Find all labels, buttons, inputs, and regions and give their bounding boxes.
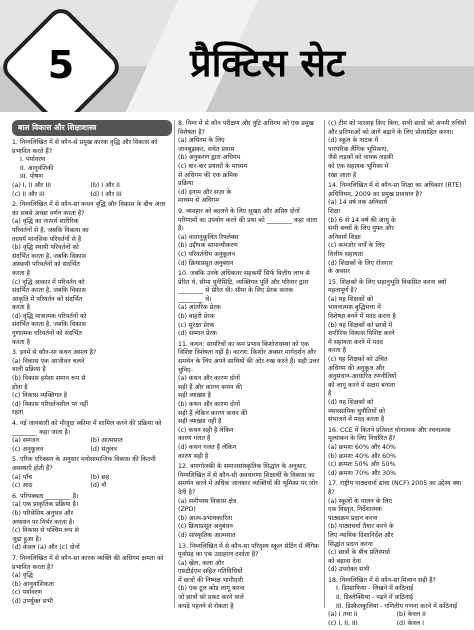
options <box>12 218 172 347</box>
option: (b) कथन और कारण दोनों सही हैं लेकिन कारण कथन की सही व्याख्या नहीं है <box>178 401 248 426</box>
options <box>328 296 468 425</box>
option: (a) वृद्धि <box>12 572 33 580</box>
option: (c) आठ <box>12 482 33 490</box>
question-text: 1. निम्नलिखित में से कौन-से प्रमुख कारक वृद्धि और विकास को प्रभावित करते हैं? <box>12 139 158 155</box>
option: (d) यह शिक्षकों को व्यावसायिक चुनौतियों को संभालने में मदद करता है <box>328 399 386 424</box>
option: (b) आनुवांशिकता <box>12 580 54 588</box>
option: (c) वृद्धि आकार में परिवर्तन को संदर्भित करता है, जबकि विकास आकृति में परिवर्तन को संदर्भित करता है <box>12 278 86 312</box>
column-divider <box>174 120 175 608</box>
option: (b) बाहरी प्रेरक <box>178 313 215 321</box>
option: (c) कथन सही है लेकिन कारण गलत है <box>178 426 234 443</box>
question-item <box>328 279 468 425</box>
option: (b) एक टूल कोड लागू करना जो छात्रों को प्रकट करने वाले कपड़े पहनने से रोकता है <box>178 585 245 610</box>
question-item <box>178 270 320 339</box>
question-item <box>12 493 172 553</box>
question-text: 18. निम्नलिखित में से कौन-सा मिलान सही है? <box>328 576 436 584</box>
option: (a) कथन और कारण दोनों सही हैं और कारण कथन की सही व्याख्या है <box>178 375 243 400</box>
chapter-header <box>0 0 474 112</box>
option: (c) विकास व्यक्तिगत है <box>12 392 68 400</box>
options <box>328 611 468 628</box>
option: (a) I, II और III <box>12 181 51 189</box>
question-text: 13. निम्नलिखित में से कौन-सा परिदृश्य स्कूल सेटिंग में लैंगिक पूर्वाग्रह का एक उदाहरण दर्शाता है? <box>178 542 319 559</box>
option: (d) नौ <box>90 482 107 490</box>
option: (c) छात्रों के बीच प्रतिस्पर्धा को बढ़ावा देना <box>328 549 390 565</box>
question-item <box>178 208 320 268</box>
option: (d) कथन गलत है लेकिन कारण सही है <box>178 443 237 460</box>
option: (b) यह शिक्षकों को छात्रों में शारीरिक विकास विशिष्ट करने में सहायता करने में मदद करता है <box>328 321 395 355</box>
option: (a) I तथा II <box>328 611 358 619</box>
option: (a) क्रमशः 60% और 40% <box>328 443 396 451</box>
option: (a) विकास एक आजीवन चलने वाली प्रक्रिया है <box>12 357 85 374</box>
question-text: 7. निम्नलिखित में से कौन-सा कारक व्यक्ति की अधिगम क्षमता को प्रभावित करता है? <box>12 554 164 571</box>
option: (d) विकास परिवर्तनशील पर नहीं रहता <box>12 400 88 417</box>
question-item <box>178 463 320 540</box>
options <box>178 304 320 338</box>
options <box>12 182 172 199</box>
option: (b) आत्म-प्रभावकारिता <box>178 514 233 522</box>
option: (d) क्रियाप्रसूत अनुबंधन <box>178 259 234 267</box>
option: (d) उपरोक्त सभी <box>328 566 370 574</box>
statement-item: I. डिस्ग्राफिया - लिखने में कठिनाई <box>336 585 414 593</box>
question-text: 14. निम्नलिखित में से कौन-सा शिक्षा का अधिकार (RTE) अधिनियम, 2009 का प्रमुख प्रावधान है? <box>328 182 462 198</box>
options <box>178 234 320 268</box>
option: (a) एक प्राकृतिक प्रक्रिया है। <box>12 501 79 509</box>
question-item <box>178 120 320 206</box>
option: (d) केवल (a) और (c) दोनों <box>12 544 80 552</box>
option: (d) संतुलन <box>90 445 117 453</box>
option: (b) पाठ्यचर्या तैयार करने के लिए न्यायिक दिशानिर्देश और सिद्धांत प्रदान करना <box>328 523 394 548</box>
option: (a) पाँच <box>12 473 32 481</box>
option: (d) सांस्कृतिक आत्मसात <box>178 531 236 539</box>
option: (c) I, II, III <box>328 619 358 627</box>
page-title: प्रैक्टिस सेट <box>190 41 346 85</box>
options <box>328 498 468 575</box>
option: (b) 6 से 14 वर्ष की आयु के सभी बच्चों के लिए मुफ्त और अनिवार्य शिक्षा <box>328 216 396 241</box>
question-text: 12. वायगोत्स्की के समाजसांस्कृतिक सिद्धांत के अनुसार, निम्नलिखित में से कौन-सी अवधारणा शिक्षार्थी के विकास का समर्थन करने में अधिक जानकार व्यक्तियों की भूमिका पर जोर देती है? <box>178 463 318 496</box>
option: (a) आंतरिक प्रेरक <box>178 304 221 312</box>
option: (c) यह शिक्षकों को उचित अधिगम की अनुकूल और अनुसंधान-आधारित रणनीतियों को लागू करने में सक्षम बनाता है <box>328 356 397 398</box>
statement-item: II. डिस्लेक्सिया - पढ़ने में कठिनाई <box>336 594 414 602</box>
option: (b) परिवेशिय अनुभव और अध्ययन पर निर्भर करता है। <box>12 509 75 526</box>
option: (d) क्रमशः 70% और 30% <box>328 469 397 477</box>
option: (a) 14 वर्ष तक अनिवार्य शिक्षा <box>328 199 388 215</box>
option: (d) सम्मान प्रेरक <box>178 330 217 338</box>
question-item <box>328 182 468 277</box>
option: (b) वृद्धि स्थायी परिवर्तनों को संदर्भित करता है, जबकि विकास अस्थायी परिवर्तनों को संदर्भित करता है <box>12 244 86 277</box>
option: (c) अनुकूलन <box>12 445 44 453</box>
question-list <box>328 120 468 628</box>
statement-item: II. आनुवंशिकी <box>20 164 54 172</box>
question-text: 15. शिक्षकों के लिए सहानुभूति विकसित करना क्यों महत्वपूर्ण है? <box>328 278 447 295</box>
options <box>178 498 320 541</box>
option: (b) विकास हमेशा समान रूप से होता है <box>12 375 86 391</box>
option: (c) II और III <box>12 190 45 198</box>
chapter-number: 5 <box>47 43 75 87</box>
option: (d) वृद्धि मात्रात्मक परिवर्तनों को संदर्भित करता है, जबकि विकास गुणात्मक परिवर्तनों को संदर्भित करता है <box>12 312 87 346</box>
question-item <box>12 555 172 607</box>
option: (c) क्रियाप्रसूत अनुबंधन <box>178 523 233 531</box>
option: (a) वृद्धि का तात्पर्य शारीरिक परिवर्तनों से है, जबकि विकास का तात्पर्य मानसिक परिवर्तनों से है <box>12 218 89 243</box>
option: (d) केवल I <box>396 619 424 627</box>
statement-item: III. डिस्कैलकुलिया - गणितीय गणना करने में कठिनाई <box>336 602 458 610</box>
option: (b) उद्दीपक सामान्यीकरण <box>178 242 238 250</box>
section-title: बाल विकास और शिक्षाशास्त्र <box>12 120 172 136</box>
options <box>12 572 172 606</box>
question-text: 4. नई जानकारी को मौजूदा स्कीमा में शामिल करने की प्रक्रिया को ________ कहा जाता है। <box>12 420 162 436</box>
question-text: 16. CCE में कितने प्रतिशत योगात्मक और रचनात्मक मूल्यांकन के लिए निर्धारित है? <box>328 426 451 443</box>
question-list <box>12 139 172 606</box>
question-item <box>328 480 468 575</box>
question-text: 17. राष्ट्रीय पाठ्यचर्या ढांचा (NCF) 2005 का उद्देश्य क्या है? <box>328 480 462 496</box>
question-text: 3. इनमें से कौन-सा कथन असत्य है? <box>12 349 97 357</box>
option: (b) आत्मसात <box>90 437 123 445</box>
option: (b) अनुकरण द्वारा अधिगम <box>178 154 241 162</box>
column-3 <box>328 120 468 630</box>
question-item <box>328 120 468 180</box>
question-text: 10. जबकि उनके अधिकतर सहकर्मी सिर्फ वित्तीय लाभ से प्रेरित थे, सीमा यूनीसिटि, व्यक्तिगत पूर्ति और परिवार द्वारा ________ से प्रेरित थी। सीमा के लिए प्रेरक कारक ________ थे। <box>178 270 310 303</box>
options <box>178 137 320 206</box>
option: (a) समंजन <box>12 437 39 445</box>
option: (a) स्कूलों के पालन के लिए एक विस्तृत, निर्देशात्मक पाठ्यक्रम प्रदान करना <box>328 497 392 522</box>
question-item <box>178 543 320 612</box>
question-text: 2. निम्नलिखित में से कौन-सा कथन वृद्धि और विकास के बीच अंतर का सबसे अच्छा वर्णन करता है? <box>12 201 166 217</box>
column-1 <box>12 120 172 608</box>
question-item <box>12 201 172 347</box>
option: (c) पर्यावरण <box>12 589 42 597</box>
option: (a) यह शिक्षकों को भावनात्मक बुद्धिमत्ता में विशेषज्ञ बनने में मदद करता है <box>328 295 396 321</box>
options <box>328 137 468 180</box>
option: (b) छह <box>90 473 110 481</box>
option: (c) क्रमशः 50% और 50% <box>328 461 396 469</box>
question-text: 11. कथन: सायरिचों का कम प्रभाव किशोरावस्था को एक विशिष्ट विशेषता नहीं है। कारण: किशोर अक्सर मार्गदर्शन और समर्थन के लिए अपने साथियों की ओर रुख करते हैं। सही उत्तर चुनिए- <box>178 340 320 374</box>
question-text: 6. परिपक्वता ________ है। <box>12 492 79 500</box>
statement-item: I. पर्यावरण <box>20 156 46 164</box>
option: (d) स्कूल के नाटक में पारंपरिक लैंगिक भूमिकाएं, जैसे लड़कों को नायक लड़की को एक सहायक भूमिका में रखा जाता है <box>328 137 394 179</box>
option: (a) अधिगम के लिए जानबूझकर, सचेत प्रयास <box>178 137 235 153</box>
option: (c) परिवर्तनीय अनुकूलन <box>178 250 235 258</box>
column-divider <box>324 120 325 608</box>
options <box>12 474 172 491</box>
statement-item: III. पोषण <box>20 173 43 181</box>
option: (d) शिक्षकों के लिए रोजगार के अवसर <box>328 259 393 276</box>
option: (d) उपर्युक्त सभी <box>12 597 53 605</box>
option: (d) I और III <box>90 190 122 198</box>
question-item <box>328 577 468 629</box>
option: (c) कमजोर वर्गों के लिए वित्तीय सहायता <box>328 242 385 258</box>
question-item <box>12 139 172 199</box>
question-list <box>178 120 320 611</box>
options <box>178 560 320 612</box>
question-item <box>328 427 468 479</box>
option: (b) I और II <box>90 181 120 189</box>
options <box>12 437 172 454</box>
option: (a) समीपस्थ विकास क्षेत्र (ZPD) <box>178 497 237 514</box>
question-text: 9. व्यवहार को बदलने के लिए सुखद और अप्रिय दोनों परिणामों का उपयोग करने की प्रथा को ________ कहा जाता है। <box>178 207 318 233</box>
question-item <box>178 341 320 461</box>
option: (b) केवल II <box>396 611 426 619</box>
question-item <box>12 349 172 418</box>
question-text: 8. निम्न में से कौन परीक्षण और त्रुटि अधिगम को एक प्रमुख विशेषता है? <box>178 120 314 136</box>
options <box>12 501 172 553</box>
options <box>12 358 172 418</box>
option: (c) सुरक्षा प्रेरक <box>178 321 215 329</box>
options <box>328 199 468 276</box>
option: (a) वातानुकूलित रिफ्लेक्स <box>178 233 239 241</box>
option: (c) बार-बार प्रयासों के माध्यम से अधिगम की एक क्रमिक प्रक्रिया <box>178 162 248 188</box>
question-item <box>12 420 172 454</box>
question-item <box>12 456 172 490</box>
option: (a) खेल, कला और एसटीईएम सहित गतिविधियों में छात्रों की निष्पक्ष भागीदारी <box>178 559 244 584</box>
option: (b) क्रमशः 40% और 60% <box>328 452 397 460</box>
option: (c) विकास से पश्चिम रूप से जुड़ा हुआ है। <box>12 527 79 543</box>
option: (d) इनाम और सज़ा के माध्यम से अधिगम <box>178 188 232 205</box>
options <box>178 375 320 461</box>
options <box>328 444 468 478</box>
question-text: (c) टीम को पारवाह किए बिना, सभी छात्रों को अपनी रुचियों और प्रतिभाओं को आगे बढ़ाने के लिए प्रोत्साहित करना। <box>328 120 467 136</box>
column-2 <box>178 120 320 613</box>
question-text: 5. एरिक एरिक्सन के अनुसार मनोसामाजिक विकास की कितनी अवस्थाएँ होती हैं? <box>12 456 156 472</box>
